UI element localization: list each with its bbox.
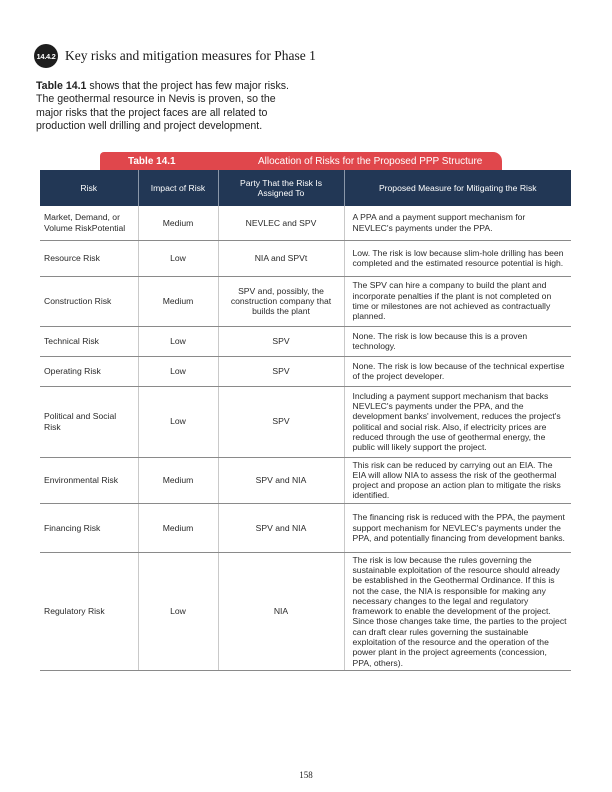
cell-party: SPV xyxy=(218,386,344,457)
cell-impact: Medium xyxy=(138,457,218,503)
table-row xyxy=(40,276,571,326)
cell-party: SPV and, possibly, the construction company that builds the plant xyxy=(218,276,344,326)
cell-risk: Market, Demand, or Volume RiskPotential xyxy=(40,206,138,240)
cell-impact: Low xyxy=(138,552,218,670)
cell-impact: Medium xyxy=(138,206,218,240)
intro-paragraph xyxy=(36,80,298,134)
cell-impact: Low xyxy=(138,386,218,457)
section-number-badge: 14.4.2 xyxy=(34,44,58,68)
cell-party: NEVLEC and SPV xyxy=(218,206,344,240)
table-row xyxy=(40,206,571,240)
page-number: 158 xyxy=(299,770,313,780)
cell-party: SPV and NIA xyxy=(218,457,344,503)
table-banner xyxy=(100,152,502,170)
section-title: Key risks and mitigation measures for Phase 1 xyxy=(65,48,316,63)
section-heading xyxy=(34,44,316,68)
table-row xyxy=(40,326,571,356)
cell-measure: Including a payment support mechanism that backs NEVLEC's payments under the PPA, and the development banks' involvement, reduces the project's political and social risk. Also, if electricity prices are reduced through the use of geothermal energy, the public will likely support the project. xyxy=(344,386,571,457)
cell-measure: None. The risk is low because this is a proven technology. xyxy=(344,326,571,356)
cell-risk: Environmental Risk xyxy=(40,457,138,503)
table-row xyxy=(40,386,571,457)
cell-impact: Medium xyxy=(138,503,218,552)
cell-risk: Technical Risk xyxy=(40,326,138,356)
cell-risk: Construction Risk xyxy=(40,276,138,326)
cell-impact: Low xyxy=(138,326,218,356)
table-label: Table 14.1 xyxy=(128,155,176,167)
cell-party: SPV xyxy=(218,356,344,386)
table-reference: Table 14.1 xyxy=(36,80,87,92)
table-row xyxy=(40,240,571,276)
cell-measure: The risk is low because the rules governing the sustainable exploitation of the resource should already be established in the Geothermal Ordinance. If this is not the case, the NIA is responsible for making any necessary changes to the legal and regulatory framework to enable the development of the project. Since those changes take time, the parties to the project can draft clear rules governing the sustainable exploitation of the resource and the operation of the power plant in the project agreements (concession, PPA, others). xyxy=(344,552,571,670)
column-header-risk: Risk xyxy=(40,170,138,206)
cell-measure: None. The risk is low because of the technical expertise of the project developer. xyxy=(344,356,571,386)
cell-risk: Operating Risk xyxy=(40,356,138,386)
cell-party: SPV xyxy=(218,326,344,356)
cell-impact: Low xyxy=(138,240,218,276)
cell-risk: Financing Risk xyxy=(40,503,138,552)
cell-measure: This risk can be reduced by carrying out an EIA. The EIA will allow NIA to assess the risk of the geothermal project and propose an action plan to mitigate the risks identified. xyxy=(344,457,571,503)
cell-risk: Political and Social Risk xyxy=(40,386,138,457)
cell-measure: The financing risk is reduced with the PPA, the payment support mechanism for NEVLEC's payments under the PPA, and potentially financing from development banks. xyxy=(344,503,571,552)
cell-measure: Low. The risk is low because slim-hole drilling has been completed and the estimated resource potential is high. xyxy=(344,240,571,276)
table-caption: Allocation of Risks for the Proposed PPP Structure xyxy=(258,155,483,167)
cell-measure: The SPV can hire a company to build the plant and incorporate penalties if the plant is not completed on time or milestones are not achieved as contractually planned. xyxy=(344,276,571,326)
table-row xyxy=(40,356,571,386)
cell-party: NIA and SPVt xyxy=(218,240,344,276)
table-row xyxy=(40,552,571,670)
column-header-impact: Impact of Risk xyxy=(138,170,218,206)
cell-risk: Regulatory Risk xyxy=(40,552,138,670)
column-header-party: Party That the Risk Is Assigned To xyxy=(218,170,344,206)
cell-impact: Medium xyxy=(138,276,218,326)
column-header-measure: Proposed Measure for Mitigating the Risk xyxy=(344,170,571,206)
cell-party: SPV and NIA xyxy=(218,503,344,552)
cell-impact: Low xyxy=(138,356,218,386)
table-row xyxy=(40,457,571,503)
risk-allocation-table xyxy=(40,170,571,671)
cell-risk: Resource Risk xyxy=(40,240,138,276)
intro-text: shows that the project has few major risks. The geothermal resource in Nevis is proven, so the major risks that the project faces are all related to production well drilling and project development. xyxy=(36,80,289,133)
table-row xyxy=(40,503,571,552)
cell-measure: A PPA and a payment support mechanism for NEVLEC's payments under the PPA. xyxy=(344,206,571,240)
cell-party: NIA xyxy=(218,552,344,670)
table-header-row xyxy=(40,170,571,206)
